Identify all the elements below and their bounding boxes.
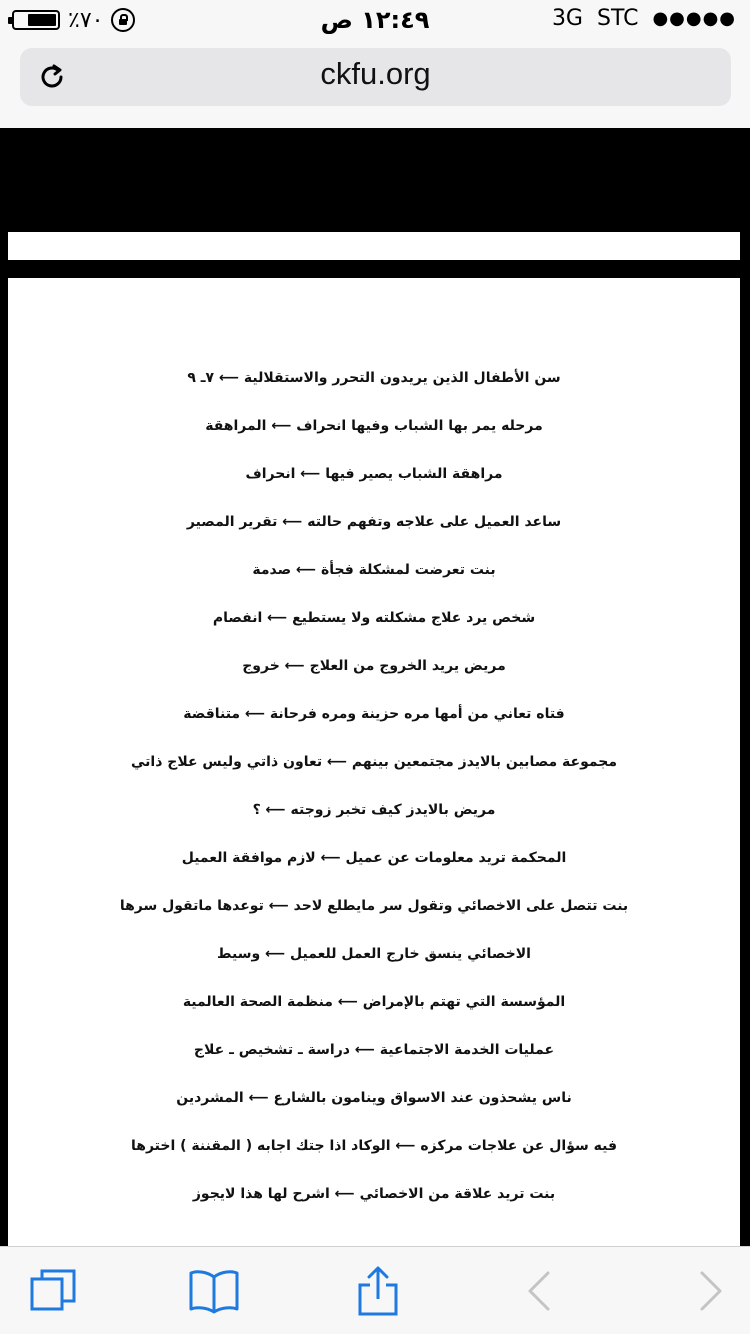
document-line: ساعد العميل على علاجه وتفهم حالته ⟵ تقرير المصير <box>186 514 562 530</box>
document-line: بنت تريد علاقة من الاخصائي ⟵ اشرح لها هذا لايجوز <box>192 1186 556 1202</box>
document-line: بنت تتصل على الاخصائي وتقول سر مايطلع لاحد ⟵ توعدها ماتقول سرها <box>119 898 629 914</box>
web-page <box>0 128 750 1246</box>
carrier-name: STC <box>596 6 639 31</box>
page-banner <box>8 232 740 260</box>
bookmarks-icon[interactable] <box>188 1265 240 1317</box>
document-line: مجموعة مصابين بالايدز مجتمعين بينهم ⟵ تعاون ذاتي وليس علاج ذاتي <box>130 754 618 770</box>
document-line: مرحله يمر بها الشباب وفيها انحراف ⟵ المراهقة <box>205 418 543 434</box>
document-line: ناس يشحذون عند الاسواق وينامون بالشارع ⟵ المشردين <box>176 1090 572 1106</box>
share-icon[interactable] <box>352 1265 404 1317</box>
document-line: شخص يرد علاج مشكلته ولا يستطيع ⟵ انفصام <box>212 610 536 626</box>
document-line: المؤسسة التي تهتم بالإمراض ⟵ منظمة الصحة العالمية <box>182 994 566 1010</box>
battery-percent: ٪٧٠ <box>68 7 104 33</box>
url-text[interactable]: ckfu.org <box>320 56 431 91</box>
document-line: عمليات الخدمة الاجتماعية ⟵ دراسة ـ تشخيص ـ علاج <box>193 1042 555 1058</box>
status-right <box>552 6 736 31</box>
document-line: الاخصائي ينسق خارج العمل للعميل ⟵ وسيط <box>217 946 531 962</box>
status-time: ١٢:٤٩ ص <box>320 6 430 34</box>
document-line: مراهقة الشباب يصير فيها ⟵ انحراف <box>245 466 503 482</box>
document-line: فيه سؤال عن علاجات مركزه ⟵ الوكاد اذا جتك اجابه ( المقننة ) اخترها <box>130 1138 617 1154</box>
tabs-icon[interactable] <box>28 1265 80 1317</box>
forward-icon[interactable] <box>684 1265 736 1317</box>
status-bar <box>0 0 750 40</box>
network-type: 3G <box>551 6 583 31</box>
document-line: بنت تعرضت لمشكلة فجأة ⟵ صدمة <box>252 562 496 578</box>
signal-strength-icon: ●●●●● <box>652 8 736 29</box>
address-bar[interactable] <box>20 48 731 106</box>
browser-toolbar <box>0 1246 750 1334</box>
document-line: المحكمة تريد معلومات عن عميل ⟵ لازم موافقة العميل <box>181 850 567 866</box>
back-icon[interactable] <box>514 1265 566 1317</box>
document-line: سن الأطفال الذين يريدون التحرر والاستقلالية ⟵ ٧ـ ٩ <box>187 370 561 386</box>
document-line: مريض يريد الخروج من العلاج ⟵ خروج <box>242 658 506 674</box>
document-line: مريض بالايدز كيف تخبر زوجته ⟵ ؟ <box>252 802 496 818</box>
document-line: فتاه تعاني من أمها مره حزينة ومره فرحانة ⟵ متناقضة <box>183 706 565 722</box>
document-image <box>8 278 740 1246</box>
